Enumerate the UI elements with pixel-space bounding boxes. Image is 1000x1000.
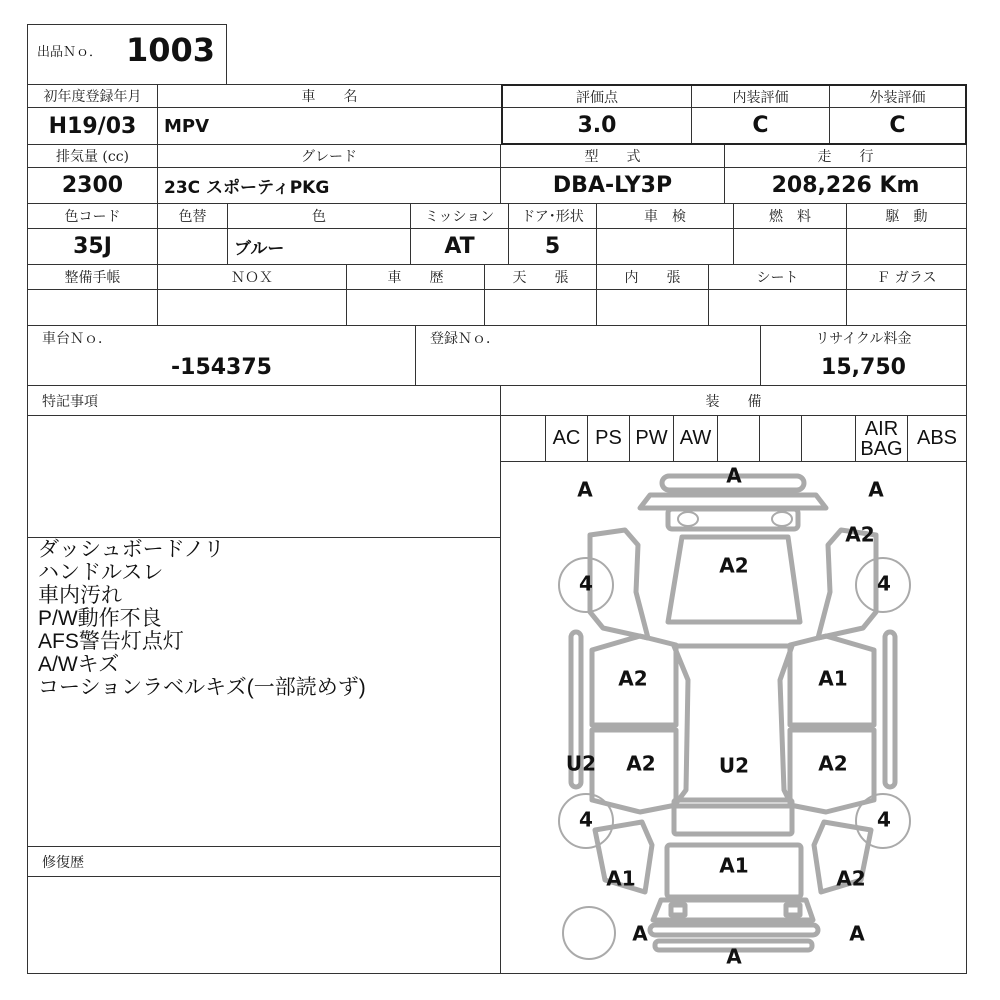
damage-diagram bbox=[501, 462, 967, 974]
mission-value: AT bbox=[411, 229, 509, 265]
model-value: DBA-LY3P bbox=[501, 168, 725, 204]
history-value bbox=[347, 290, 485, 326]
headliner-value bbox=[597, 290, 709, 326]
drive-value bbox=[847, 229, 966, 265]
chassis-value: -154375 bbox=[28, 350, 416, 386]
interior-value: C bbox=[692, 108, 830, 143]
name-label: 車 名 bbox=[158, 85, 501, 108]
equip-aw: AW bbox=[674, 416, 718, 462]
score-value: 3.0 bbox=[503, 108, 692, 143]
sunroof-value bbox=[485, 290, 597, 326]
note-line: A/Wキズ bbox=[38, 653, 120, 676]
code-front-door-left: A2 bbox=[618, 666, 648, 691]
recycle-label: リサイクル料金 bbox=[815, 331, 912, 347]
grade-label: グレード bbox=[158, 145, 501, 168]
equip-ac: AC bbox=[546, 416, 588, 462]
history-label: 車 歴 bbox=[347, 265, 485, 290]
grade-value: 23C スポーティPKG bbox=[158, 168, 501, 204]
recycle-value: 15,750 bbox=[761, 350, 966, 386]
inspection-value bbox=[597, 229, 734, 265]
reg-value: H19/03 bbox=[28, 108, 158, 144]
exterior-label: 外装評価 bbox=[830, 86, 965, 108]
exterior-value: C bbox=[889, 113, 906, 138]
code-front-door-right: A1 bbox=[818, 666, 848, 691]
note-line: コーションラベルキズ(一部読めず) bbox=[38, 676, 366, 699]
note-line: AFS警告灯点灯 bbox=[38, 630, 184, 653]
code-tire-rl: 4 bbox=[579, 807, 593, 832]
headliner-label: 内 張 bbox=[597, 265, 709, 290]
disp-value: 2300 bbox=[28, 168, 158, 204]
repaint-label: 色替 bbox=[158, 204, 228, 229]
lot-box bbox=[27, 24, 227, 84]
note-line: ダッシュボードノリ bbox=[38, 538, 225, 561]
code-fender-right: A2 bbox=[845, 522, 875, 547]
code-tire-fr: 4 bbox=[877, 571, 891, 596]
equip-cell-blank bbox=[802, 416, 856, 462]
code-rear-door-right: A2 bbox=[818, 751, 848, 776]
code-front-right: A bbox=[868, 477, 884, 502]
lot-label: 出品Ｎｏ． bbox=[37, 45, 103, 60]
code-tailgate: A1 bbox=[719, 853, 749, 878]
seat-label: シート bbox=[709, 265, 847, 290]
equip-cell-blank bbox=[760, 416, 802, 462]
glass-label: Ｆ ガラス bbox=[847, 265, 966, 290]
color-code-label: 色コード bbox=[28, 204, 158, 229]
nox-label: ＮＯＸ bbox=[158, 265, 347, 290]
fuel-label: 燃 料 bbox=[734, 204, 847, 229]
code-rear-bumper-left: A bbox=[632, 921, 648, 946]
interior-label: 内装評価 bbox=[692, 86, 830, 108]
model-label: 型 式 bbox=[501, 145, 725, 168]
disp-label: 排気量 (cc) bbox=[28, 145, 158, 168]
repaint-value bbox=[158, 229, 228, 265]
code-rear-right: A2 bbox=[836, 866, 866, 891]
code-front-left: A bbox=[577, 477, 593, 502]
service-label: 整備手帳 bbox=[28, 265, 158, 290]
lot-number: 1003 bbox=[126, 31, 216, 69]
sunroof-label: 天 張 bbox=[485, 265, 597, 290]
nox-value bbox=[158, 290, 347, 326]
mission-label: ミッション bbox=[411, 204, 509, 229]
equipment-label: 装 備 bbox=[501, 386, 966, 416]
code-tire-fl: 4 bbox=[579, 571, 593, 596]
drive-label: 駆 動 bbox=[847, 204, 966, 229]
repair-label: 修復歴 bbox=[28, 847, 501, 877]
car-outline-thin bbox=[678, 512, 792, 526]
color-value: ブルー bbox=[228, 229, 411, 265]
color-code-value: 35J bbox=[28, 229, 158, 265]
code-rear-left: A1 bbox=[606, 866, 636, 891]
regno-label: 登録Ｎｏ． bbox=[416, 326, 761, 350]
note-line: P/W動作不良 bbox=[38, 607, 162, 630]
door-value: 5 bbox=[509, 229, 597, 265]
mileage-value: 208,226 Km bbox=[725, 168, 966, 204]
notes-label: 特記事項 bbox=[28, 386, 501, 416]
equip-pw: PW bbox=[630, 416, 674, 462]
equip-cell-blank bbox=[501, 416, 546, 462]
equip-ps: PS bbox=[588, 416, 630, 462]
note-line: ハンドルスレ bbox=[38, 561, 164, 584]
color-label: 色 bbox=[228, 204, 411, 229]
seat-value bbox=[709, 290, 847, 326]
equip-airbag: AIR BAG bbox=[856, 416, 908, 462]
code-rocker-left: U2 bbox=[565, 751, 597, 776]
name-value: MPV bbox=[164, 115, 210, 137]
door-label: ドア･形状 bbox=[509, 204, 597, 229]
score-label: 評価点 bbox=[503, 86, 692, 108]
glass-value bbox=[847, 290, 966, 326]
service-value bbox=[28, 290, 158, 326]
code-hood: A2 bbox=[719, 553, 749, 578]
reg-label: 初年度登録年月 bbox=[28, 85, 158, 108]
chassis-label: 車台Ｎｏ． bbox=[28, 326, 416, 350]
code-front-bumper: A bbox=[726, 463, 742, 488]
equip-abs: ABS bbox=[908, 416, 966, 462]
inspection-label: 車 検 bbox=[597, 204, 734, 229]
equip-cell-blank bbox=[718, 416, 760, 462]
code-tire-rr: 4 bbox=[877, 807, 891, 832]
regno-value bbox=[416, 350, 761, 386]
mileage-label: 走 行 bbox=[725, 145, 966, 168]
note-line: 車内汚れ bbox=[38, 584, 122, 607]
notes-list bbox=[38, 538, 498, 708]
repair-area bbox=[28, 877, 501, 973]
code-rear-bumper-right: A bbox=[849, 921, 865, 946]
fuel-value bbox=[734, 229, 847, 265]
code-rear-door-left: A2 bbox=[626, 751, 656, 776]
code-rear-bumper: A bbox=[726, 944, 742, 969]
code-roof: U2 bbox=[718, 753, 750, 778]
